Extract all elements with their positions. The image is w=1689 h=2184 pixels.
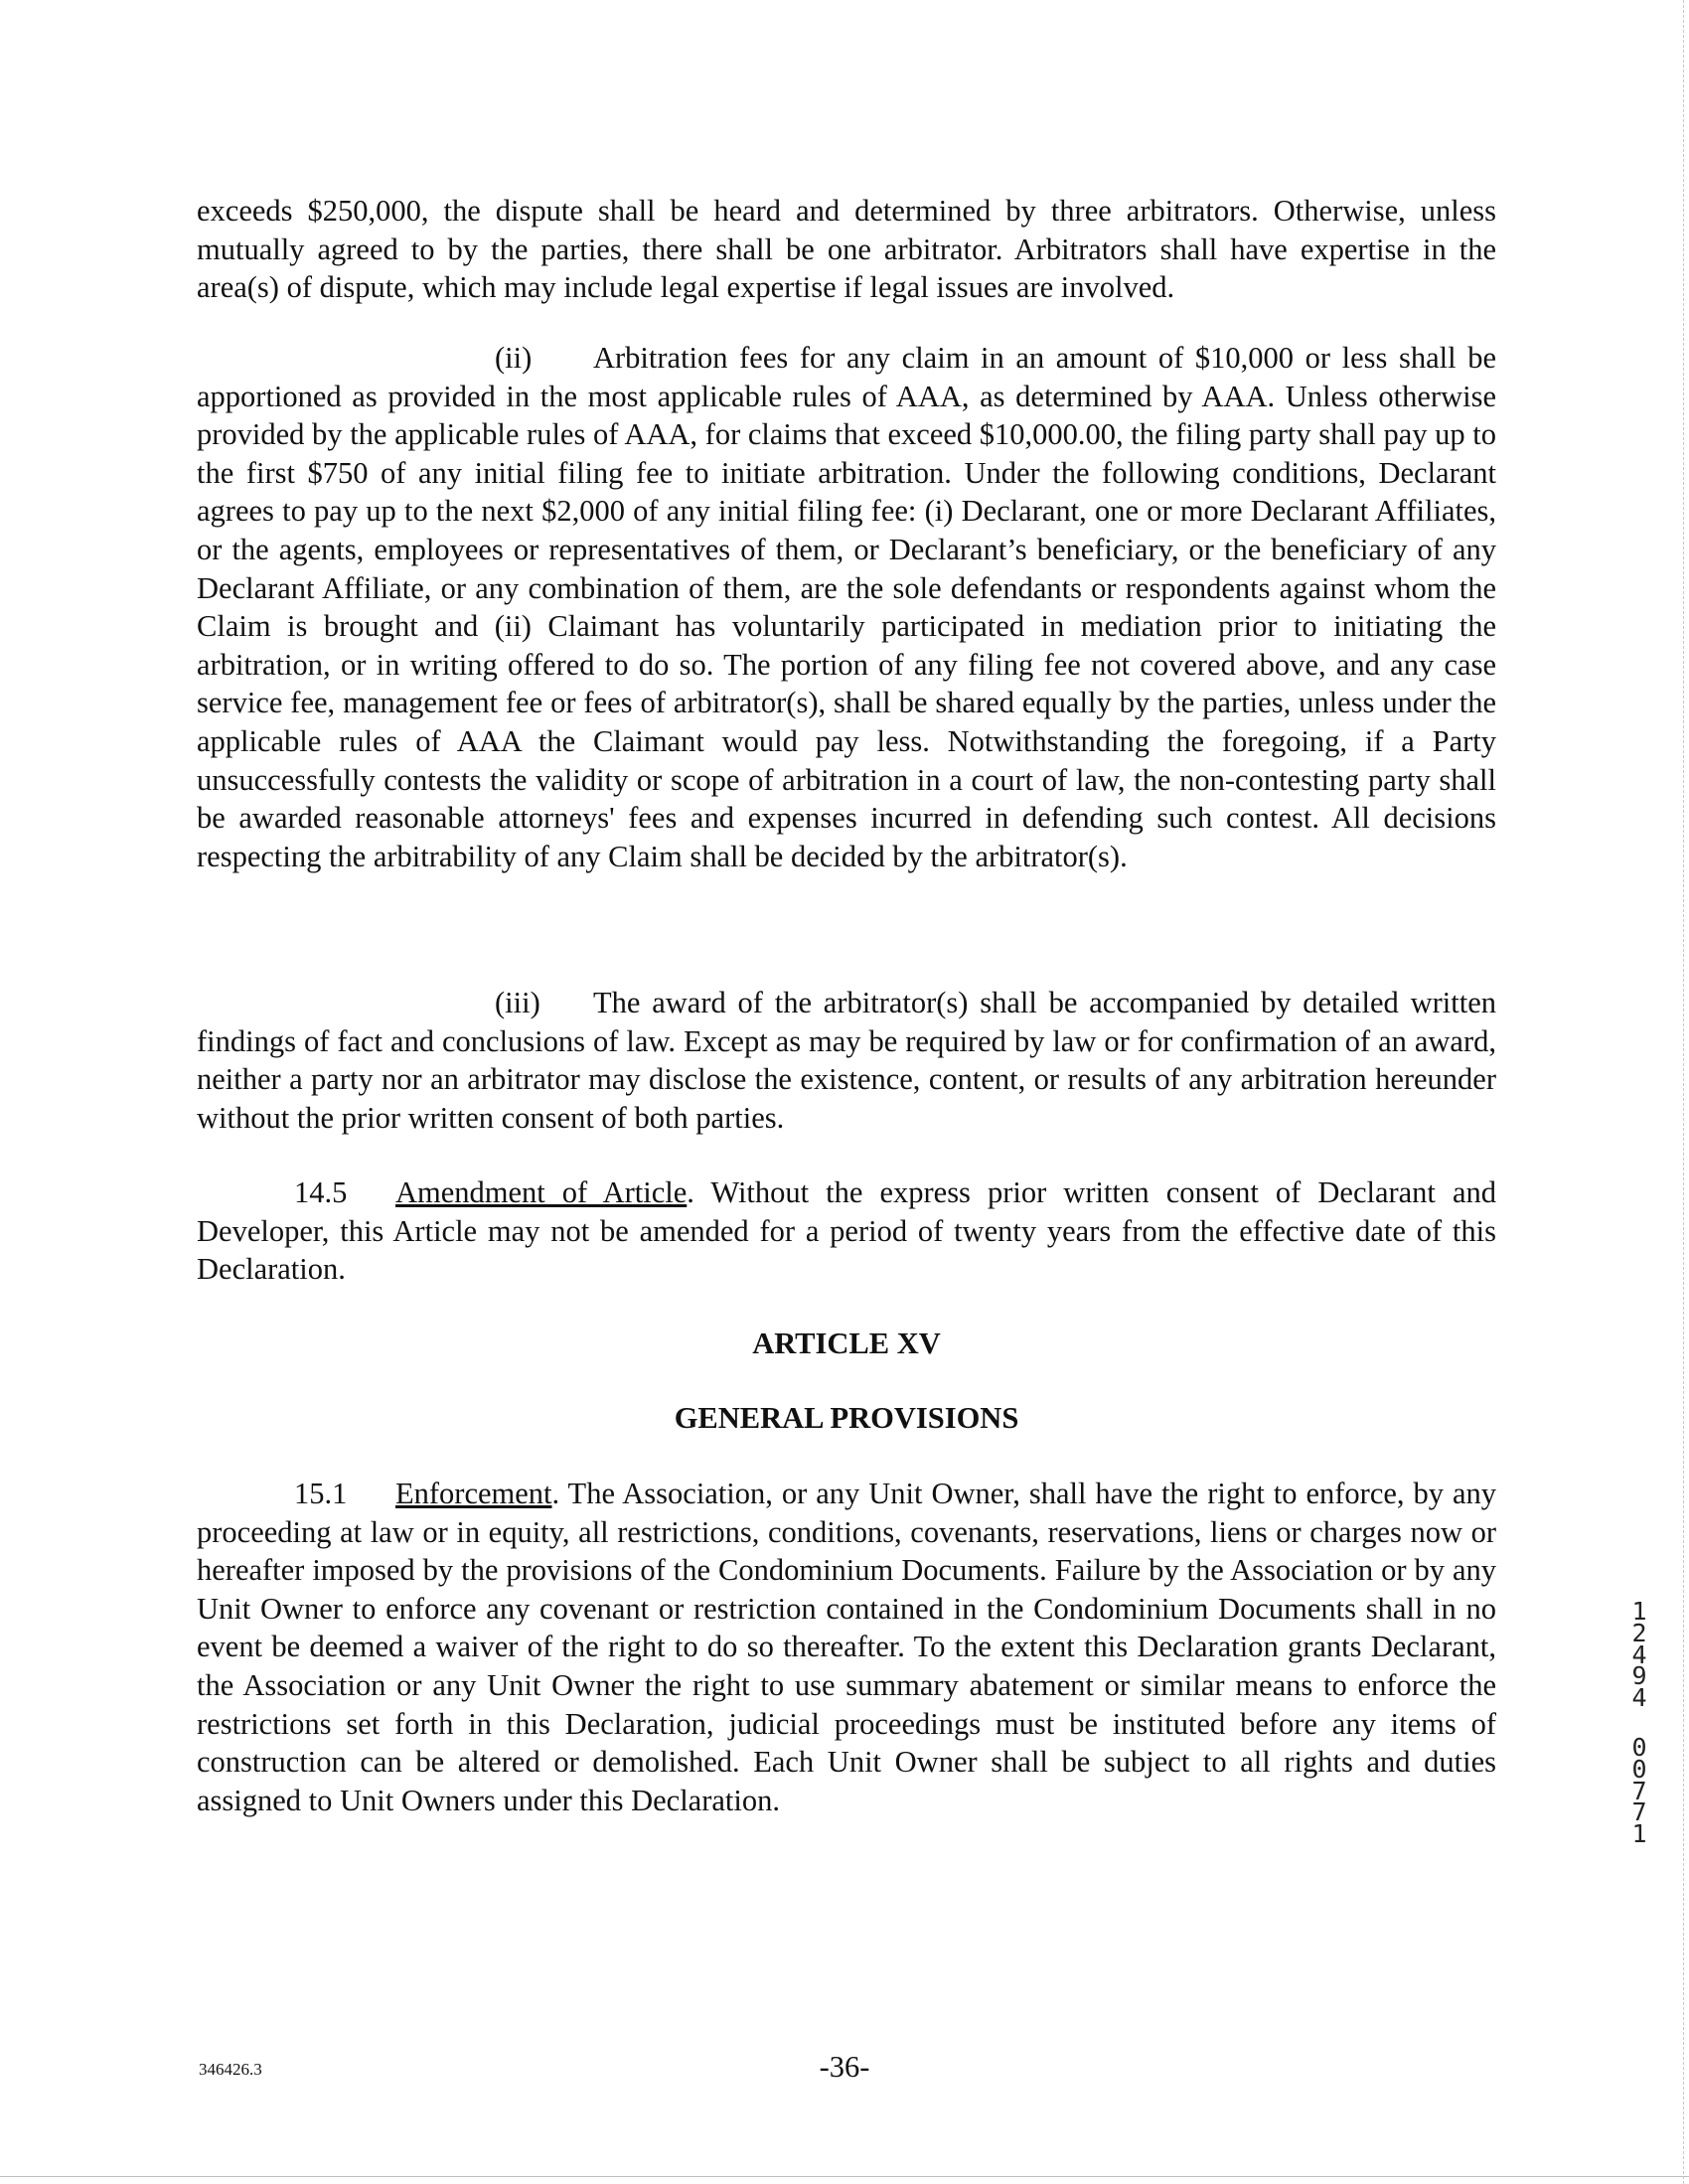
section-14-5 bbox=[197, 1173, 1496, 1289]
stamp-digit: 1 bbox=[1631, 1819, 1647, 1849]
stamp-digit: 0 bbox=[1631, 1732, 1647, 1762]
paragraph-continuation bbox=[197, 192, 1496, 307]
stamp-digit: 7 bbox=[1631, 1797, 1647, 1827]
article-heading: ARTICLE XV bbox=[752, 1326, 941, 1360]
section-14-5-title: Amendment of Article bbox=[395, 1175, 688, 1209]
subsection-ii-text: Arbitration fees for any claim in an amount of $10,000 or less shall be apportioned as provided in the most applicable rules of AAA, as determined by AAA. Unless otherwise provided by the applicable rules of AAA, for claims that exceed $10,000.00, the filing party shall pay up to the first $750 of any initial filing fee to initiate arbitration. Under the following conditions, Declarant agrees to pay up to the next $2,000 of any initial filing fee: (i) Declarant, one or more Declarant Affiliates, or the agents, employees or representatives of them, or Declarant’s beneficiary, or the beneficiary of any Declarant Affiliate, or any combination of them, are the sole defendants or respondents against whom the Claim is brought and (ii) Claimant has voluntarily participated in mediation prior to initiating the arbitration, or in writing offered to do so. The portion of any filing fee not covered above, and any case service fee, management fee or fees of arbitrator(s), shall be shared equally by the parties, unless under the applicable rules of AAA the Claimant would pay less. Notwithstanding the foregoing, if a Party unsuccessfully contests the validity or scope of arbitration in a court of law, the non-contesting party shall be awarded reasonable attorneys' fees and expenses incurred in defending such contest. All decisions respecting the arbitrability of any Claim shall be decided by the arbitrator(s). bbox=[197, 341, 1496, 873]
recording-stamp bbox=[1626, 1597, 1652, 1849]
paragraph-subsection-iii bbox=[197, 984, 1496, 1137]
stamp-digit: 4 bbox=[1631, 1683, 1647, 1713]
stamp-digit: 2 bbox=[1631, 1618, 1647, 1647]
section-15-1 bbox=[197, 1475, 1496, 1819]
stamp-digit: 0 bbox=[1631, 1754, 1647, 1784]
section-15-1-title: Enforcement bbox=[395, 1477, 552, 1510]
section-14-5-number: 14.5 bbox=[294, 1175, 348, 1209]
section-15-1-text: . The Association, or any Unit Owner, shall have the right to enforce, by any proceeding at law or in equity, all restrictions, conditions, covenants, reservations, liens or charges now or hereafter imposed by the provisions of the Condominium Documents. Failure by the Association or by any Unit Owner to enforce any covenant or restriction contained in the Condominium Documents shall in no event be deemed a waiver of the right to do so thereafter. To the extent this Declaration grants Declarant, the Association or any Unit Owner the right to use summary abatement or similar means to enforce the restrictions set forth in this Declaration, judicial proceedings must be instituted before any items of construction can be altered or demolished. Each Unit Owner shall be subject to all rights and duties assigned to Unit Owners under this Declaration. bbox=[197, 1477, 1496, 1817]
document-number: 346426.3 bbox=[199, 2060, 262, 2079]
article-title: GENERAL PROVISIONS bbox=[674, 1401, 1019, 1435]
paragraph-subsection-ii bbox=[197, 339, 1496, 875]
paragraph-continuation-text: exceeds $250,000, the dispute shall be heard and determined by three arbitrators. Otherwise, unless mutually agreed to by the parties, there shall be one arbitrator. Arbitrators shall have expertise in the area(s) of dispute, which may include legal expertise if legal issues are involved. bbox=[197, 194, 1496, 305]
section-14-5-text: . Without the express prior written consent of Declarant and Developer, this Article may not be amended for a period of twenty years from the effective date of this Declaration. bbox=[197, 1175, 1496, 1287]
subsection-ii-number: (ii) bbox=[495, 341, 533, 375]
page-number: -36- bbox=[819, 2050, 870, 2084]
stamp-digit: 4 bbox=[1631, 1639, 1647, 1669]
stamp-digit: 7 bbox=[1631, 1776, 1647, 1805]
subsection-iii-number: (iii) bbox=[495, 986, 540, 1019]
scan-bottom-rule bbox=[0, 2176, 1689, 2177]
section-15-1-number: 15.1 bbox=[294, 1477, 348, 1510]
stamp-digit: 1 bbox=[1631, 1597, 1647, 1626]
subsection-iii-text: The award of the arbitrator(s) shall be accompanied by detailed written findings of fact and conclusions of law. Except as may be required by law or for confirmation of an award, neither a party nor an arbitrator may disclose the existence, content, or results of any arbitration hereunder without the prior written consent of both parties. bbox=[197, 986, 1496, 1135]
stamp-digit: 9 bbox=[1631, 1661, 1647, 1691]
scan-edge-line bbox=[1683, 0, 1685, 2184]
